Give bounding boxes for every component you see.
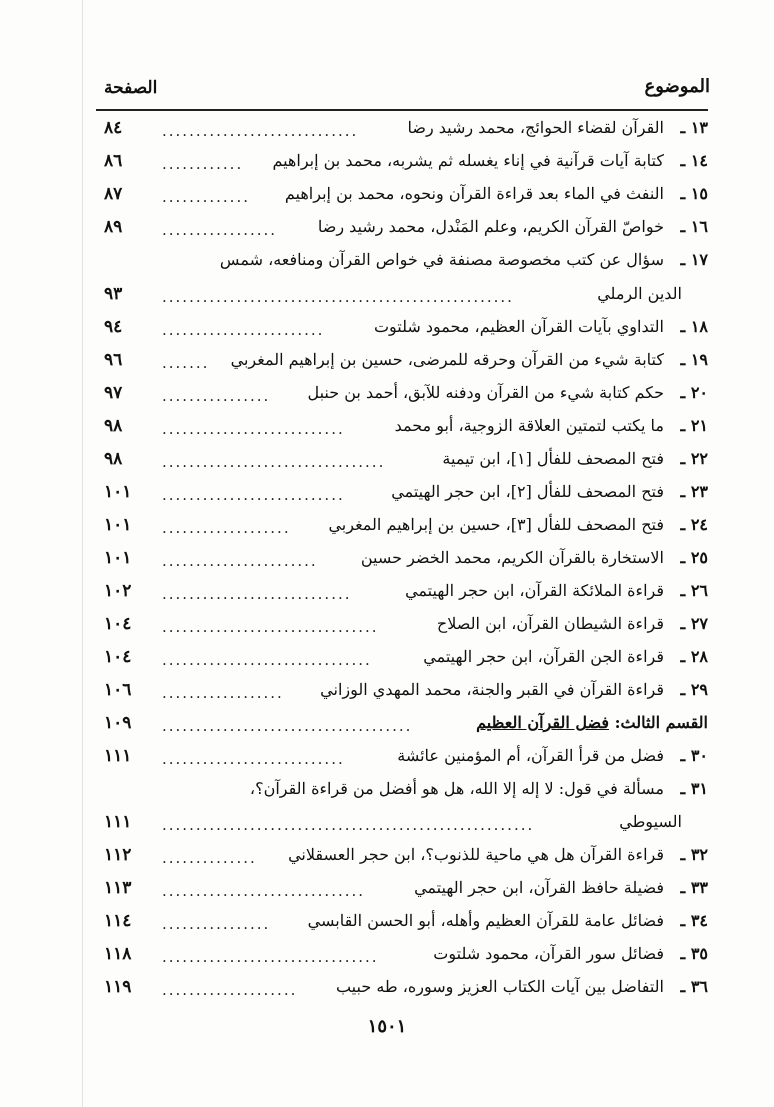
header-rule [96,109,708,111]
dot-leader: ........................ [162,321,325,339]
section-title: فضل القرآن العظيم [476,713,609,732]
entry-title: سؤال عن كتب مخصوصة مصنفة في خواص القرآن ومنافعه، شمس [219,250,664,269]
page-column-label: الصفحة [104,78,158,98]
toc-row [96,217,708,247]
entry-number: ٣١ ـ [680,779,708,798]
toc-header [96,76,710,106]
entry-title: النفث في الماء بعد قراءة القرآن ونحوه، محمد بن إبراهيم [284,184,664,203]
entry-number: ٢١ ـ [680,416,708,435]
entry-page-number: ١٠٤ [104,614,132,634]
toc-row [96,515,708,545]
dot-leader: ............................ [162,585,352,603]
entry-page-number: ١١٣ [104,878,132,898]
entry-number: ٢٩ ـ [680,680,708,699]
toc-row [96,779,708,809]
toc-row [96,482,708,512]
entry-number: ١٣ ـ [680,118,708,137]
entry-title: قراءة القرآن في القبر والجنة، محمد المهدي الوزاني [320,680,664,699]
entry-number: ٢٧ ـ [680,614,708,633]
dot-leader: ............ [162,155,244,173]
toc-row [96,284,708,314]
entry-title: فتح المصحف للفأل [٣]، حسين بن إبراهيم المغربي [328,515,664,534]
dot-leader: .................. [162,684,284,702]
entry-page-number: ١٠١ [104,515,132,535]
dot-leader: ................................ [162,618,379,636]
entry-title: قراءة الشيطان القرآن، ابن الصلاح [436,614,664,633]
entry-title: فضل من قرأ القرآن، أم المؤمنين عائشة [397,746,664,765]
entry-title: كتابة شيء من القرآن وحرقه للمرضى، حسين بن إبراهيم المغربي [230,350,664,369]
entry-page-number: ١٠٦ [104,680,132,700]
entry-page-number: ٩٣ [104,284,123,304]
entry-title: التداوي بآيات القرآن العظيم، محمود شلتوت [373,317,664,336]
dot-leader: .............................. [162,882,366,900]
entry-number: ١٥ ـ [680,184,708,203]
toc-row [96,845,708,875]
toc-row [96,812,708,842]
entry-page-number: ١١٩ [104,977,132,997]
dot-leader: .................... [162,981,298,999]
entry-page-number: ١١١ [104,746,132,766]
dot-leader: ....................... [162,552,318,570]
entry-page-number: ٩٧ [104,383,123,403]
entry-page-number: ١١٢ [104,845,132,865]
toc-row [96,317,708,347]
dot-leader: ............................. [162,122,359,140]
dot-leader: ....... [162,354,210,372]
entry-title: القرآن لقضاء الحوائج، محمد رشيد رضا [407,118,664,137]
dot-leader: ....................................................... [162,816,535,834]
entry-number: ٣٥ ـ [680,944,708,963]
entry-title: فضائل سور القرآن، محمود شلتوت [433,944,664,963]
toc-row [96,944,708,974]
entry-title: الاستخارة بالقرآن الكريم، محمد الخضر حسين [360,548,664,567]
entry-title: حكم كتابة شيء من القرآن ودفنه للآبق، أحمد بن حنبل [307,383,664,402]
toc-row [96,449,708,479]
toc-row [96,548,708,578]
section-heading-row [96,713,708,743]
toc-row [96,614,708,644]
dot-leader: ................................. [162,453,386,471]
entry-page-number: ٨٦ [104,151,123,171]
section-heading [476,713,708,732]
entry-number: ١٦ ـ [680,217,708,236]
entry-title: خواصّ القرآن الكريم، وعلم المَنْدل، محمد رشيد رضا [317,217,664,236]
entry-title: كتابة آيات قرآنية في إناء يغسله ثم يشربه، محمد بن إبراهيم [272,151,664,170]
entry-title: السيوطي [619,812,682,831]
toc-row [96,977,708,1007]
topic-column-label: الموضوع [644,76,710,97]
entry-title: قراءة الملائكة القرآن، ابن حجر الهيتمي [405,581,664,600]
toc-row [96,151,708,181]
entry-page-number: ١٠٩ [104,713,132,733]
entry-page-number: ١٠١ [104,482,132,502]
entry-number: ٣٦ ـ [680,977,708,996]
entry-page-number: ١٠١ [104,548,132,568]
entry-title: الدين الرملي [597,284,682,303]
entry-number: ١٩ ـ [680,350,708,369]
entry-title: فضيلة حافظ القرآن، ابن حجر الهيتمي [414,878,664,897]
toc-row [96,184,708,214]
dot-leader: ................................ [162,948,379,966]
entry-number: ٢٣ ـ [680,482,708,501]
entry-number: ٣٢ ـ [680,845,708,864]
entry-title: فضائل عامة للقرآن العظيم وأهله، أبو الحسن القابسي [307,911,664,930]
dot-leader: .............. [162,849,257,867]
entry-title: فتح المصحف للفأل [١]، ابن تيمية [442,449,664,468]
entry-number: ٢٨ ـ [680,647,708,666]
toc-row [96,878,708,908]
entry-number: ٢٠ ـ [680,383,708,402]
dot-leader: ........................... [162,486,345,504]
entry-page-number: ٩٦ [104,350,123,370]
dot-leader: ................ [162,915,271,933]
entry-title: فتح المصحف للفأل [٢]، ابن حجر الهيتمي [391,482,664,501]
dot-leader: .................................................... [162,288,514,306]
entry-page-number: ١١٨ [104,944,132,964]
page-edge-line [82,0,83,1107]
toc-row [96,680,708,710]
entry-title: قراءة الجن القرآن، ابن حجر الهيتمي [423,647,664,666]
dot-leader: ................. [162,221,278,239]
dot-leader: ..................................... [162,717,413,735]
entry-page-number: ١١٤ [104,911,132,931]
entry-page-number: ٨٤ [104,118,123,138]
entry-page-number: ٩٨ [104,416,123,436]
entry-page-number: ١١١ [104,812,132,832]
entry-number: ٢٥ ـ [680,548,708,567]
dot-leader: ................... [162,519,291,537]
entry-number: ١٧ ـ [680,250,708,269]
dot-leader: ........................... [162,750,345,768]
entry-page-number: ٩٤ [104,317,123,337]
entry-title: التفاضل بين آيات الكتاب العزيز وسوره، طه حبيب [335,977,664,996]
toc-row [96,383,708,413]
dot-leader: ........................... [162,420,345,438]
entry-page-number: ١٠٤ [104,647,132,667]
entry-number: ٣٠ ـ [680,746,708,765]
entry-page-number: ١٠٢ [104,581,132,601]
entry-number: ٣٤ ـ [680,911,708,930]
toc-row [96,911,708,941]
entry-page-number: ٩٨ [104,449,123,469]
toc-row [96,746,708,776]
page-number: ١٥٠١ [367,1016,407,1037]
entry-page-number: ٨٧ [104,184,123,204]
entry-title: مسألة في قول: لا إله إلا الله، هل هو أفضل من قراءة القرآن؟، [249,779,664,798]
section-prefix: القسم الثالث: [614,713,708,732]
toc-row [96,250,708,280]
dot-leader: ............. [162,188,250,206]
entry-number: ٣٣ ـ [680,878,708,897]
toc-row [96,581,708,611]
entry-number: ٢٢ ـ [680,449,708,468]
entry-page-number: ٨٩ [104,217,123,237]
toc-row [96,350,708,380]
entry-number: ١٨ ـ [680,317,708,336]
dot-leader: ................ [162,387,271,405]
entry-number: ٢٦ ـ [680,581,708,600]
dot-leader: ............................... [162,651,372,669]
toc-row [96,118,708,148]
entry-number: ١٤ ـ [680,151,708,170]
entry-title: قراءة القرآن هل هي ماحية للذنوب؟، ابن حجر العسقلاني [288,845,664,864]
entry-number: ٢٤ ـ [680,515,708,534]
toc-row [96,647,708,677]
toc-row [96,416,708,446]
entry-title: ما يكتب لتمتين العلاقة الزوجية، أبو محمد [394,416,664,435]
